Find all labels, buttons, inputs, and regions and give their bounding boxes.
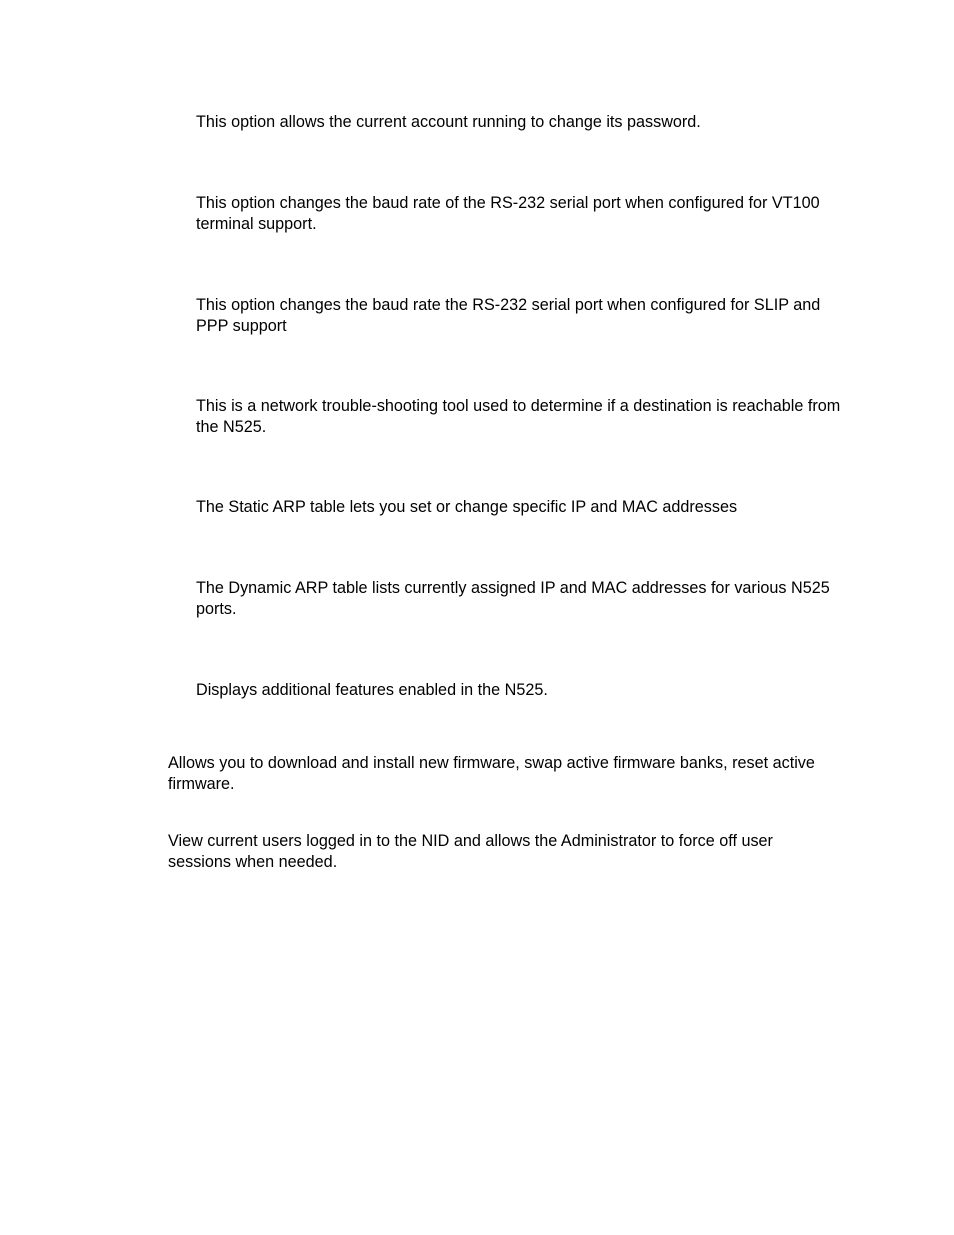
user-sessions-description: View current users logged in to the NID and allows the Administrator to force off user sessions when needed.	[168, 832, 773, 871]
dynamic-arp-description: The Dynamic ARP table lists currently assigned IP and MAC addresses for various N525 ports.	[196, 579, 830, 618]
additional-features-description: Displays additional features enabled in the N525.	[196, 681, 548, 699]
slip-ppp-baud-rate-description: This option changes the baud rate the RS-232 serial port when configured for SLIP and PPP support	[196, 296, 821, 335]
ping-tool-description: This is a network trouble-shooting tool used to determine if a destination is reachable from the N525.	[196, 397, 841, 436]
static-arp-description: The Static ARP table lets you set or change specific IP and MAC addresses	[196, 498, 738, 516]
vt100-baud-rate-description: This option changes the baud rate of the RS-232 serial port when configured for VT100 terminal support.	[196, 194, 820, 233]
change-password-description: This option allows the current account running to change its password.	[196, 113, 701, 131]
firmware-management-description: Allows you to download and install new firmware, swap active firmware banks, reset active firmware.	[168, 754, 815, 793]
